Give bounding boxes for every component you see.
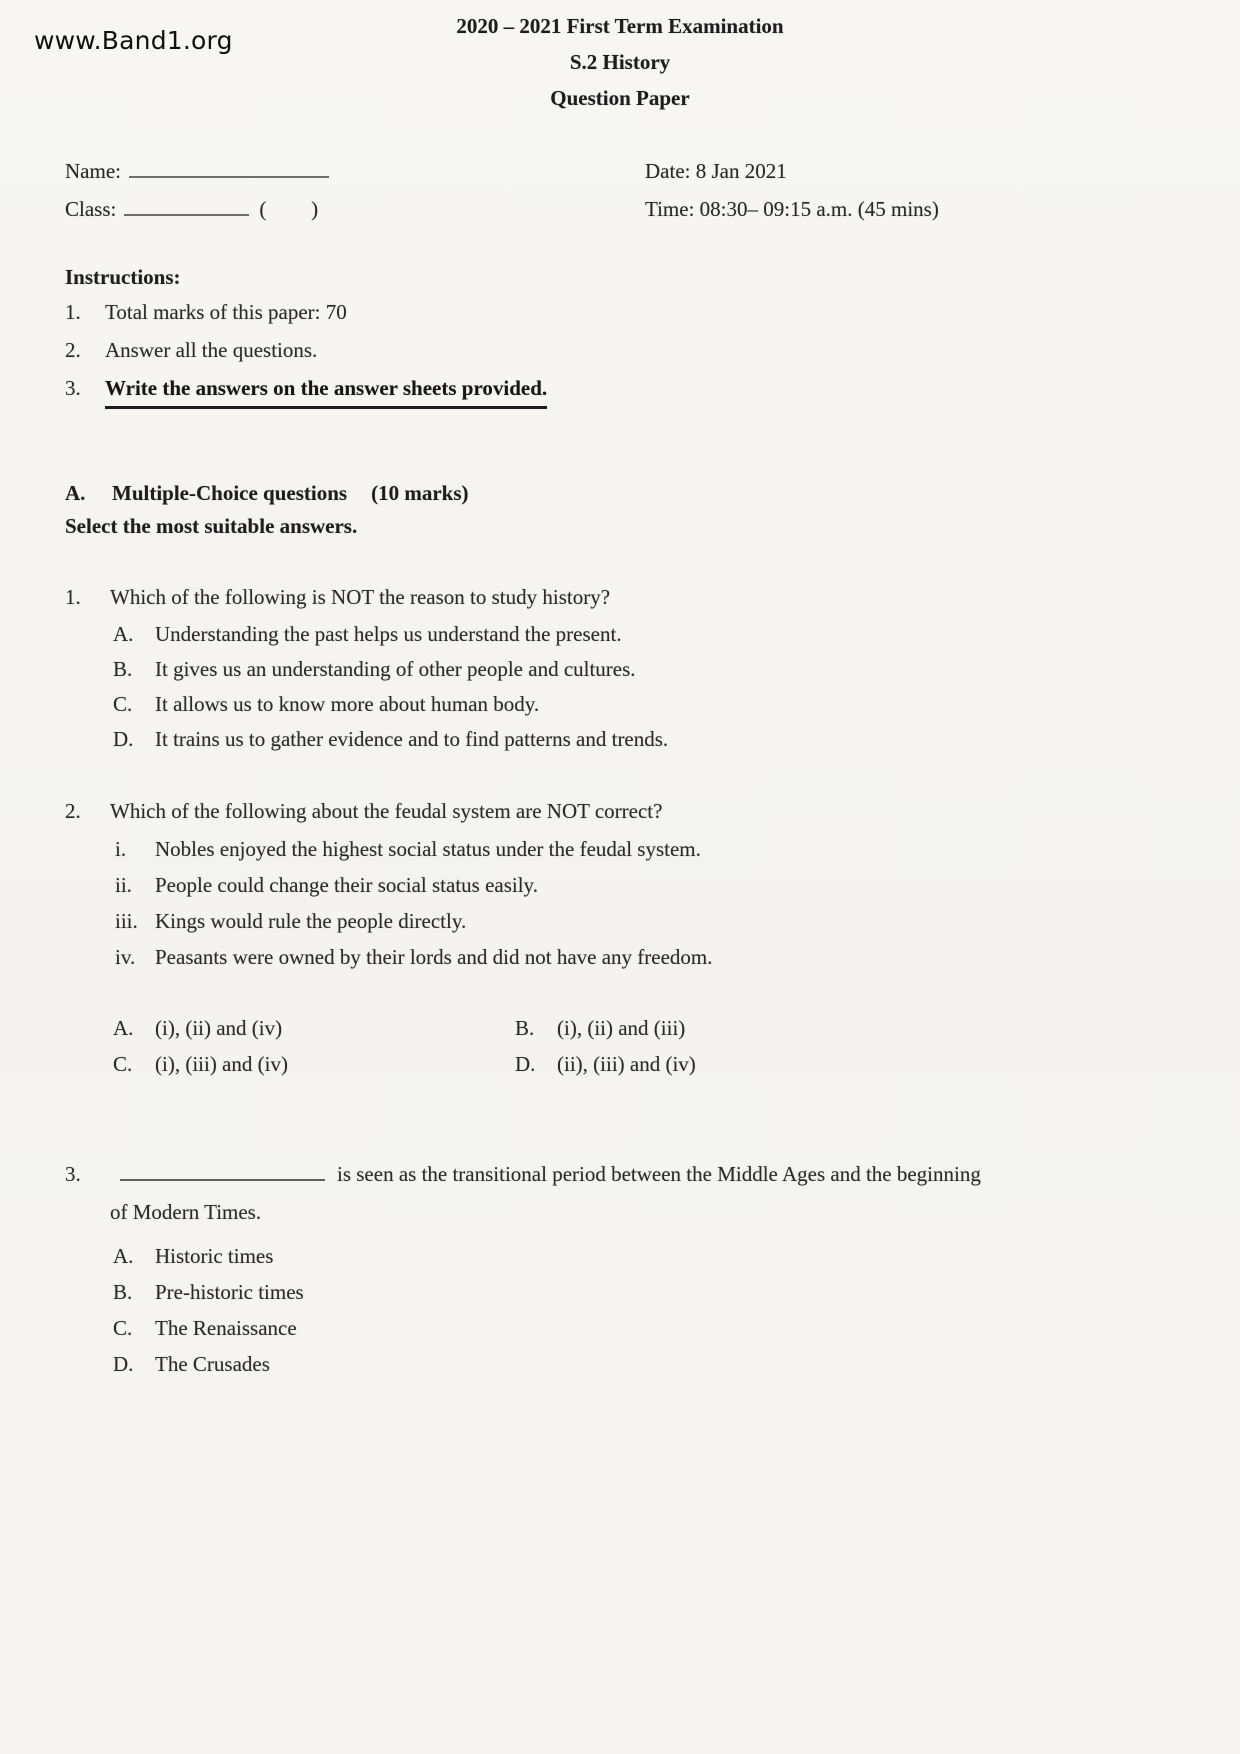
statement-i: [115, 831, 1180, 867]
section-a-heading: [65, 481, 1180, 506]
option-c: [113, 1047, 515, 1082]
name-blank-line: [129, 158, 329, 178]
instruction-item: [65, 295, 1180, 330]
class-label: Class:: [65, 197, 117, 221]
name-field-row: [65, 152, 640, 190]
option-label: D.: [113, 1352, 134, 1376]
paper-type: Question Paper: [550, 86, 690, 110]
exam-title: 2020 – 2021 First Term Examination: [456, 14, 784, 38]
option-label: B.: [515, 1016, 535, 1040]
question-text: Which of the following is NOT the reason to study history?: [110, 585, 611, 609]
paper-content: [0, 152, 1240, 1382]
class-number-parens: ( ): [259, 197, 320, 221]
option-text: It trains us to gather evidence and to find patterns and trends.: [155, 727, 669, 751]
option-text: (i), (ii) and (iii): [557, 1016, 686, 1040]
option-label: C.: [113, 692, 133, 716]
statement-label: i.: [115, 837, 127, 861]
option-b: [515, 1011, 1180, 1046]
instruction-text-emphasized: Write the answers on the answer sheets provided.: [105, 371, 547, 409]
exam-date: Date: 8 Jan 2021: [645, 159, 787, 183]
class-blank-line: [124, 196, 249, 216]
instruction-text: Total marks of this paper: 70: [105, 300, 347, 324]
option-label: C.: [113, 1316, 133, 1340]
question-text: Which of the following about the feudal system are NOT correct?: [110, 799, 663, 823]
section-a-title: Multiple-Choice questions: [112, 481, 348, 505]
statement-text: Kings would rule the people directly.: [155, 909, 467, 933]
candidate-info-left: [65, 152, 640, 228]
question-2: [65, 795, 1180, 1082]
instruction-number: 2.: [65, 338, 81, 362]
question-text-after-blank: is seen as the transitional period between the Middle Ages and the beginning: [337, 1162, 981, 1186]
option-label: C.: [113, 1052, 133, 1076]
question-number: 2.: [65, 799, 81, 823]
question-2-statements: [115, 831, 1180, 975]
option-c: [113, 687, 1180, 722]
watermark-url: www.Band1.org: [34, 26, 233, 55]
question-text-line1: [110, 1158, 981, 1190]
question-3-options: [113, 1238, 1180, 1382]
statement-text: People could change their social status easily.: [155, 873, 538, 897]
section-a-subtitle: Select the most suitable answers.: [65, 514, 358, 538]
statement-label: iv.: [115, 945, 136, 969]
option-text: (i), (ii) and (iv): [155, 1016, 283, 1040]
statement-text: Nobles enjoyed the highest social status under the feudal system.: [155, 837, 701, 861]
exam-subject: S.2 History: [569, 50, 671, 74]
question-1-options: [113, 617, 1180, 757]
fill-in-blank-line: [120, 1161, 325, 1181]
option-text: It gives us an understanding of other people and cultures.: [155, 657, 636, 681]
option-label: D.: [113, 727, 134, 751]
option-label: A.: [113, 1016, 134, 1040]
option-c: [113, 1310, 1180, 1346]
instruction-number: 1.: [65, 300, 81, 324]
exam-time: Time: 08:30– 09:15 a.m. (45 mins): [645, 197, 939, 221]
instruction-number: 3.: [65, 376, 81, 400]
statement-text: Peasants were owned by their lords and did not have any freedom.: [155, 945, 713, 969]
statement-label: iii.: [115, 909, 138, 933]
question-text-line2: of Modern Times.: [110, 1200, 262, 1224]
class-field-row: [65, 190, 640, 228]
question-3: [65, 1158, 1180, 1382]
option-b: [113, 1274, 1180, 1310]
option-text: It allows us to know more about human body.: [155, 692, 540, 716]
question-3-stem: [65, 1158, 1180, 1190]
instructions-block: [65, 262, 1180, 409]
instructions-heading: Instructions:: [65, 265, 181, 289]
question-1: [65, 581, 1180, 757]
option-label: D.: [515, 1052, 536, 1076]
instruction-item: [65, 371, 1180, 409]
candidate-info-right: [640, 152, 939, 228]
question-1-stem: [65, 581, 1180, 613]
instruction-text: Answer all the questions.: [105, 338, 318, 362]
option-d: [515, 1047, 1180, 1082]
option-a: [113, 1238, 1180, 1274]
option-text: The Crusades: [155, 1352, 270, 1376]
instruction-item: [65, 333, 1180, 368]
option-a: [113, 1011, 515, 1046]
section-a-label: A.: [65, 481, 86, 505]
option-b: [113, 652, 1180, 687]
option-text: (ii), (iii) and (iv): [557, 1052, 696, 1076]
question-number: 1.: [65, 585, 81, 609]
option-label: A.: [113, 1244, 134, 1268]
option-d: [113, 1346, 1180, 1382]
section-a-marks: (10 marks): [371, 481, 469, 505]
name-label: Name:: [65, 159, 121, 183]
statement-ii: [115, 867, 1180, 903]
statement-iv: [115, 939, 1180, 975]
option-a: [113, 617, 1180, 652]
candidate-info-block: [65, 152, 1180, 228]
option-label: A.: [113, 622, 134, 646]
paper-header: [0, 0, 1240, 116]
option-label: B.: [113, 657, 133, 681]
statement-label: ii.: [115, 873, 132, 897]
option-text: Historic times: [155, 1244, 274, 1268]
option-text: Pre-historic times: [155, 1280, 304, 1304]
option-text: Understanding the past helps us understand the present.: [155, 622, 622, 646]
question-number: 3.: [65, 1162, 81, 1186]
option-label: B.: [113, 1280, 133, 1304]
statement-iii: [115, 903, 1180, 939]
question-2-stem: [65, 795, 1180, 827]
option-text: (i), (iii) and (iv): [155, 1052, 288, 1076]
question-2-options: [113, 1011, 1180, 1082]
option-d: [113, 722, 1180, 757]
option-text: The Renaissance: [155, 1316, 297, 1340]
